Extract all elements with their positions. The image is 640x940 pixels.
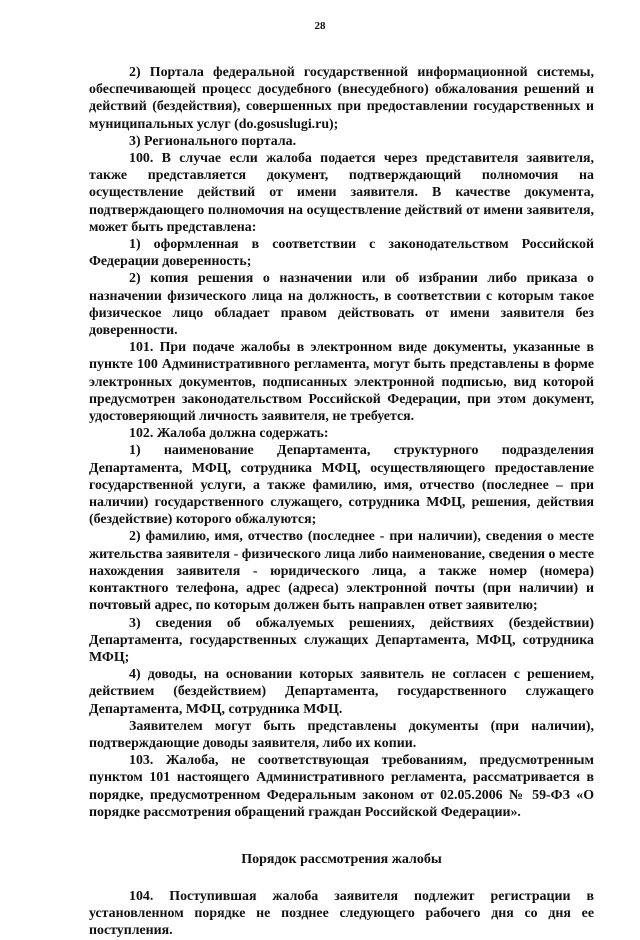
paragraph-103: 103. Жалоба, не соответствующая требованиям, предусмотренным пунктом 101 настоящего Административного регламента, рассматривается в порядке, предусмотренном Федеральным законом от 02.05.2006 № 59-ФЗ «О порядке рассмотрения обращений граждан Российской Федерации». <box>89 753 594 820</box>
paragraph-102-item-4: 4) доводы, на основании которых заявитель не согласен с решением, действием (бездействием) Департамента, государственного служащего Департамента, МФЦ, сотрудника МФЦ. <box>89 667 594 717</box>
section-heading: Порядок рассмотрения жалобы <box>241 851 442 867</box>
paragraph-102-item-2: 2) фамилию, имя, отчество (последнее - при наличии), сведения о месте жительства заявителя - физического лица либо наименование, сведения о месте нахождения заявителя - юридического лица, а также номер (номера) контактного телефона, адрес (адреса) электронной почты (при наличии) и почтовый адрес, по которым должен быть направлен ответ заявителю; <box>89 529 594 614</box>
paragraph-102-item-1: 1) наименование Департамента, структурного подразделения Департамента, МФЦ, сотрудника МФЦ, осуществляющего предоставление государственной услуги, а также фамилию, имя, отчество (последнее – при наличии) государственного служащего, сотрудника МФЦ, решения, действия (бездействие) которого обжалуются; <box>89 443 594 528</box>
document-body <box>89 64 594 940</box>
paragraph-104: 104. Поступившая жалоба заявителя подлежит регистрации в установленном порядке не позднее следующего рабочего дня со дня ее поступления. <box>89 888 594 939</box>
paragraph-102: 102. Жалоба должна содержать: <box>129 426 329 442</box>
paragraph-102-item-3: 3) сведения об обжалуемых решениях, действиях (бездействии) Департамента, государственных служащих Департамента, МФЦ, сотрудника МФЦ; <box>89 615 594 665</box>
paragraph-portal-gosuslugi: 2) Портала федеральной государственной информационной системы, обеспечивающей процесс досудебного (внесудебного) обжалования решений и действий (бездействия), совершенных при предоставлении государственных и муниципальных услуг (do.gosuslugi.ru); <box>89 65 594 132</box>
paragraph-100: 100. В случае если жалоба подается через представителя заявителя, также представляется документ, подтверждающий полномочия на осуществление действий от имени заявителя. В качестве документа, подтверждающего полномочия на осуществление действий от имени заявителя, может быть представлена: <box>89 151 594 235</box>
paragraph-supporting-documents: Заявителем могут быть представлены документы (при наличии), подтверждающие доводы заявителя, либо их копии. <box>89 718 594 751</box>
page-number: 28 <box>314 20 326 32</box>
paragraph-100-item-1: 1) оформленная в соответствии с законодательством Российской Федерации доверенность; <box>89 237 594 270</box>
paragraph-regional-portal: 3) Регионального портала. <box>129 133 297 149</box>
paragraph-101: 101. При подаче жалобы в электронном виде документы, указанные в пункте 100 Административного регламента, могут быть представлены в форме электронных документов, подписанных электронной подписью, вид которой предусмотрен законодательством Российской Федерации, при этом документ, удостоверяющий личность заявителя, не требуется. <box>89 340 594 425</box>
paragraph-100-item-2: 2) копия решения о назначении или об избрании либо приказа о назначении физического лица на должность, в соответствии с которым такое физическое лицо обладает правом действовать от имени заявителя без доверенности. <box>89 271 594 339</box>
